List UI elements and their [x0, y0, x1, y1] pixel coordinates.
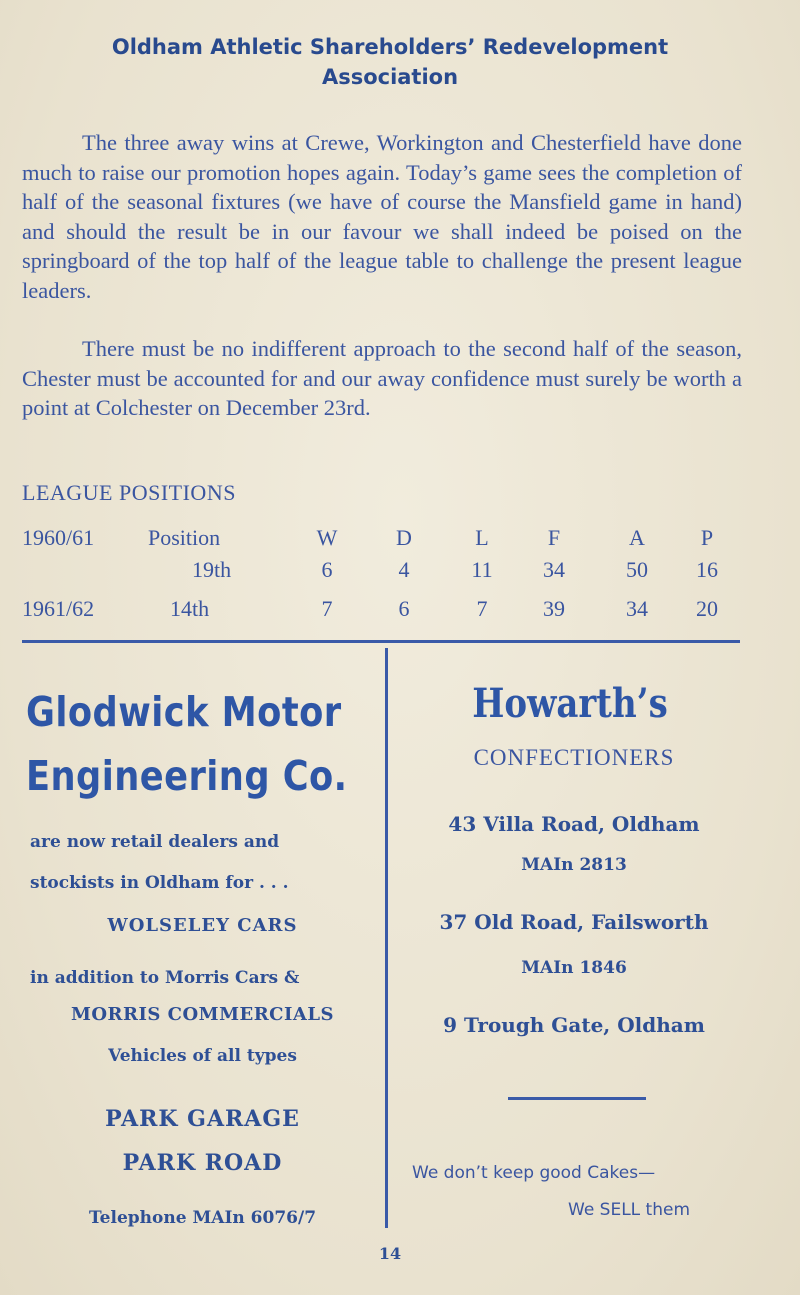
row-f: 34	[543, 557, 565, 582]
row-position: 19th	[192, 557, 232, 582]
howarth-address-1: 43 Villa Road, Oldham	[448, 812, 700, 836]
header-d: D	[396, 525, 412, 550]
glodwick-title-line1: Glodwick Motor	[26, 688, 342, 736]
header-season: 1960/61	[22, 525, 95, 550]
glodwick-park-road: PARK ROAD	[122, 1150, 283, 1176]
glodwick-line1: are now retail dealers and	[30, 832, 280, 852]
row-a: 50	[626, 557, 648, 582]
header-f: F	[547, 525, 561, 550]
howarth-subtitle: CONFECTIONERS	[473, 745, 675, 770]
glodwick-vehicles: Vehicles of all types	[108, 1046, 297, 1066]
row-w: 7	[321, 596, 333, 621]
header-l: L	[475, 525, 489, 550]
table-row	[22, 596, 752, 628]
glodwick-morris-commercials: MORRIS COMMERCIALS	[70, 1004, 335, 1025]
glodwick-line4: in addition to Morris Cars &	[30, 968, 300, 988]
glodwick-title-line2: Engineering Co.	[26, 752, 348, 800]
row-a: 34	[626, 596, 648, 621]
page-number: 14	[378, 1244, 402, 1263]
howarth-divider	[508, 1097, 646, 1100]
header-p: P	[700, 525, 714, 550]
row-w: 6	[321, 557, 333, 582]
header-position: Position	[148, 525, 221, 550]
horizontal-divider	[22, 640, 740, 643]
row-d: 6	[398, 596, 410, 621]
howarth-slogan-2: We SELL them	[568, 1200, 691, 1220]
howarth-address-2: 37 Old Road, Failsworth	[439, 910, 709, 934]
row-season: 1961/62	[22, 596, 95, 621]
header-w: W	[316, 525, 338, 550]
row-p: 20	[696, 596, 718, 621]
league-table-header	[22, 525, 752, 557]
howarth-ad-title: Howarth’s	[472, 680, 668, 727]
table-row	[22, 557, 752, 589]
row-f: 39	[543, 596, 565, 621]
glodwick-telephone: Telephone MAIn 6076/7	[88, 1208, 317, 1228]
row-l: 7	[476, 596, 488, 621]
row-l: 11	[471, 557, 493, 582]
article-title-line1: Oldham Athletic Shareholders’ Redevelopment	[111, 35, 669, 59]
article-title	[40, 32, 740, 92]
howarth-phone-2: MAIn 1846	[521, 958, 627, 978]
howarth-slogan-1: We don’t keep good Cakes—	[412, 1163, 656, 1183]
article-paragraph-2: There must be no indifferent approach to the second half of the season, Chester must be accounted for and our away confidence must surely be worth a point at Colchester on December 23rd.	[22, 336, 742, 420]
howarth-address-3: 9 Trough Gate, Oldham	[443, 1013, 705, 1037]
article-paragraph-1: The three away wins at Crewe, Workington and Chesterfield have done much to raise our promotion hopes again. Today’s game sees the completion of half of the seasonal fixtures (we have of course the Mansfield game in hand) and should the result be in our favour we shall indeed be poised on the springboard of the top half of the league table to challenge the present league leaders.	[22, 130, 742, 303]
league-positions-heading: LEAGUE POSITIONS	[22, 480, 236, 505]
glodwick-park-garage: PARK GARAGE	[105, 1106, 300, 1132]
glodwick-wolseley: WOLSELEY CARS	[107, 915, 298, 936]
vertical-divider	[385, 648, 388, 1228]
glodwick-ad-title	[26, 680, 347, 808]
howarth-phone-1: MAIn 2813	[521, 855, 627, 875]
article-title-line2: Association	[321, 65, 459, 89]
row-position: 14th	[170, 596, 210, 621]
header-a: A	[629, 525, 645, 550]
row-d: 4	[398, 557, 410, 582]
glodwick-line2: stockists in Oldham for . . .	[30, 873, 289, 893]
row-p: 16	[696, 557, 718, 582]
